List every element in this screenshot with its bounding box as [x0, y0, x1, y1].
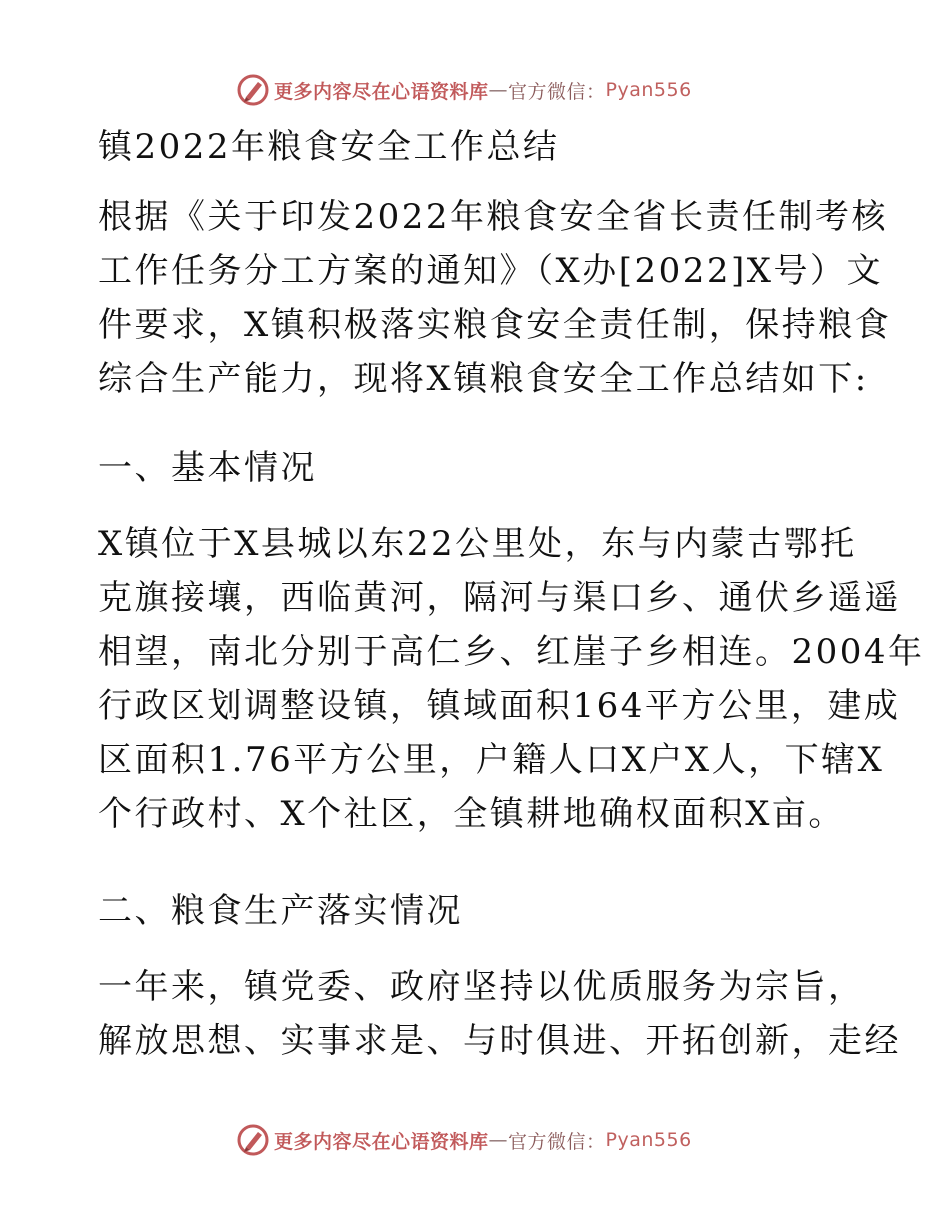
- watermark-label: 官方微信：: [508, 80, 606, 103]
- watermark-main-text: 更多内容尽在心语资料库: [274, 80, 489, 103]
- footer-watermark: [236, 1120, 692, 1160]
- document-title: 镇2022年粮食安全工作总结: [98, 127, 560, 167]
- paragraph-line: 克旗接壤，西临黄河，隔河与渠口乡、通伏乡遥遥: [98, 578, 901, 618]
- pen-circle-logo-icon: [236, 73, 270, 107]
- paragraph-line: X镇位于X县城以东22公里处，东与内蒙古鄂托: [98, 524, 857, 564]
- document-title-block: [98, 120, 858, 174]
- header-watermark: [236, 70, 692, 110]
- section-heading-basic: [98, 441, 858, 495]
- paragraph-intro: [98, 190, 892, 406]
- paragraph-line: 一年来，镇党委、政府坚持以优质服务为宗旨，: [98, 967, 865, 1007]
- watermark-separator: —: [488, 79, 509, 101]
- paragraph-line: 工作任务分工方案的通知》（X办[2022]X号）文: [98, 251, 883, 291]
- paragraph-line: 件要求，X镇积极落实粮食安全责任制，保持粮食: [98, 305, 892, 345]
- section-heading: 二、粮食生产落实情况: [98, 891, 463, 931]
- watermark-wechat-id: Pyan556: [605, 79, 692, 101]
- watermark-wechat-id: Pyan556: [605, 1129, 692, 1151]
- paragraph-line: 个行政村、X个社区，全镇耕地确权面积X亩。: [98, 794, 845, 834]
- paragraph-line: 相望，南北分别于高仁乡、红崖子乡相连。2004年: [98, 632, 925, 672]
- paragraph-line: 解放思想、实事求是、与时俱进、开拓创新，走经: [98, 1021, 901, 1061]
- section-heading-production: [98, 884, 858, 938]
- watermark-label: 官方微信：: [508, 1130, 606, 1153]
- section-heading: 一、基本情况: [98, 448, 317, 488]
- watermark-separator: —: [488, 1129, 509, 1151]
- paragraph-line: 根据《关于印发2022年粮食安全省长责任制考核: [98, 197, 889, 237]
- pen-circle-logo-icon: [236, 1123, 270, 1157]
- paragraph-line: 行政区划调整设镇，镇域面积164平方公里，建成: [98, 686, 901, 726]
- paragraph-line: 区面积1.76平方公里，户籍人口X户X人，下辖X: [98, 740, 885, 780]
- paragraph-basic-info: [98, 517, 925, 841]
- paragraph-line: 综合生产能力，现将X镇粮食安全工作总结如下:: [98, 359, 869, 399]
- paragraph-production: [98, 960, 901, 1068]
- watermark-main-text: 更多内容尽在心语资料库: [274, 1130, 489, 1153]
